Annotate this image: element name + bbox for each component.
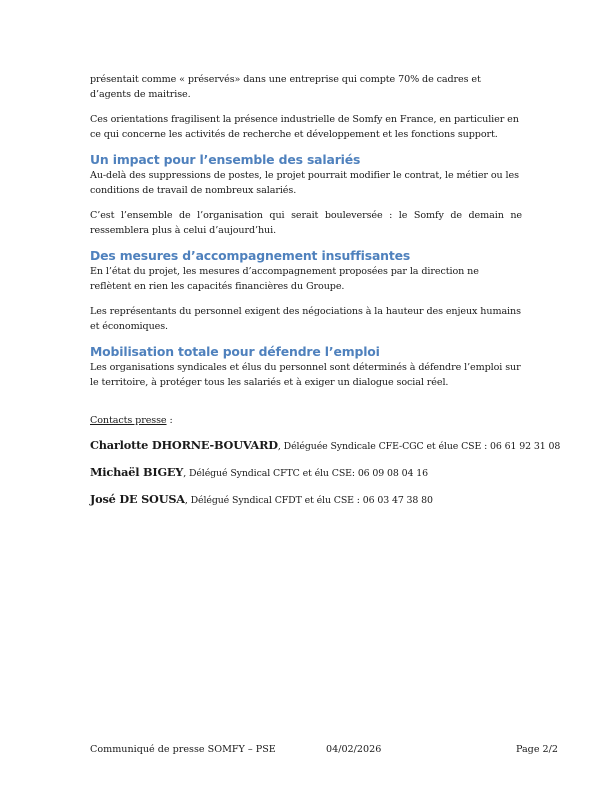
intro-paragraph-2: Ces orientations fragilisent la présence industrielle de Somfy en France, en particulier en ce qui concerne les activités de recherche et développement et les fonctions support. — [90, 114, 519, 140]
contacts-label-text: Contacts presse — [90, 415, 167, 426]
section-mesures-paragraph-2: Les représentants du personnel exigent des négociations à la hauteur des enjeux humains et économiques. — [90, 306, 521, 332]
contact-name: José DE SOUSA — [90, 492, 185, 506]
contact-details: , Délégué Syndical CFTC et élu CSE: 06 09 08 04 16 — [183, 468, 428, 479]
footer-page-number: Page 2/2 — [515, 744, 558, 755]
contact-entry — [90, 437, 561, 455]
section-impact-paragraph-1: Au-delà des suppressions de postes, le projet pourrait modifier le contrat, le métier ou les conditions de travail de nombreux salariés. — [90, 170, 519, 196]
footer-date: 04/02/2026 — [326, 744, 382, 755]
footer-title: Communiqué de presse SOMFY – PSE — [90, 744, 276, 755]
contact-name: Charlotte DHORNE-BOUVARD — [90, 438, 278, 452]
section-heading-impact: Un impact pour l’ensemble des salariés — [90, 152, 361, 167]
contact-entry — [90, 464, 522, 482]
section-heading-mobilisation: Mobilisation totale pour défendre l’emploi — [90, 344, 380, 359]
document-page — [90, 72, 561, 518]
contact-name: Michaël BIGEY — [90, 465, 184, 479]
contact-entry — [90, 491, 522, 509]
section-mesures — [90, 248, 522, 334]
intro-paragraph-1: présentait comme « préservés» dans une entreprise qui compte 70% de cadres et d’agents de maitrise. — [90, 74, 481, 100]
section-mesures-paragraph-1: En l’état du projet, les mesures d’accompagnement proposées par la direction ne reflètent en rien les capacités financières du Groupe. — [90, 266, 479, 292]
contact-details: , Déléguée Syndicale CFE-CGC et élue CSE : 06 61 92 31 08 — [277, 441, 561, 452]
section-mobilisation — [90, 344, 522, 390]
section-mobilisation-paragraph-1: Les organisations syndicales et élus du personnel sont déterminés à défendre l’emploi sur le territoire, à protéger tous les salariés et à exiger un dialogue social réel. — [90, 362, 521, 388]
section-heading-mesures: Des mesures d’accompagnement insuffisantes — [90, 248, 411, 263]
contacts-label-suffix: : — [166, 415, 173, 426]
contact-details: , Délégué Syndical CFDT et élu CSE : 06 03 47 38 80 — [184, 495, 433, 506]
section-impact-paragraph-2: C’est l’ensemble de l’organisation qui serait bouleversée : le Somfy de demain ne ressemblera plus à celui d’aujourd’hui. — [90, 210, 522, 236]
contacts-label — [90, 413, 522, 428]
page-footer — [90, 743, 558, 757]
section-impact — [90, 152, 522, 238]
